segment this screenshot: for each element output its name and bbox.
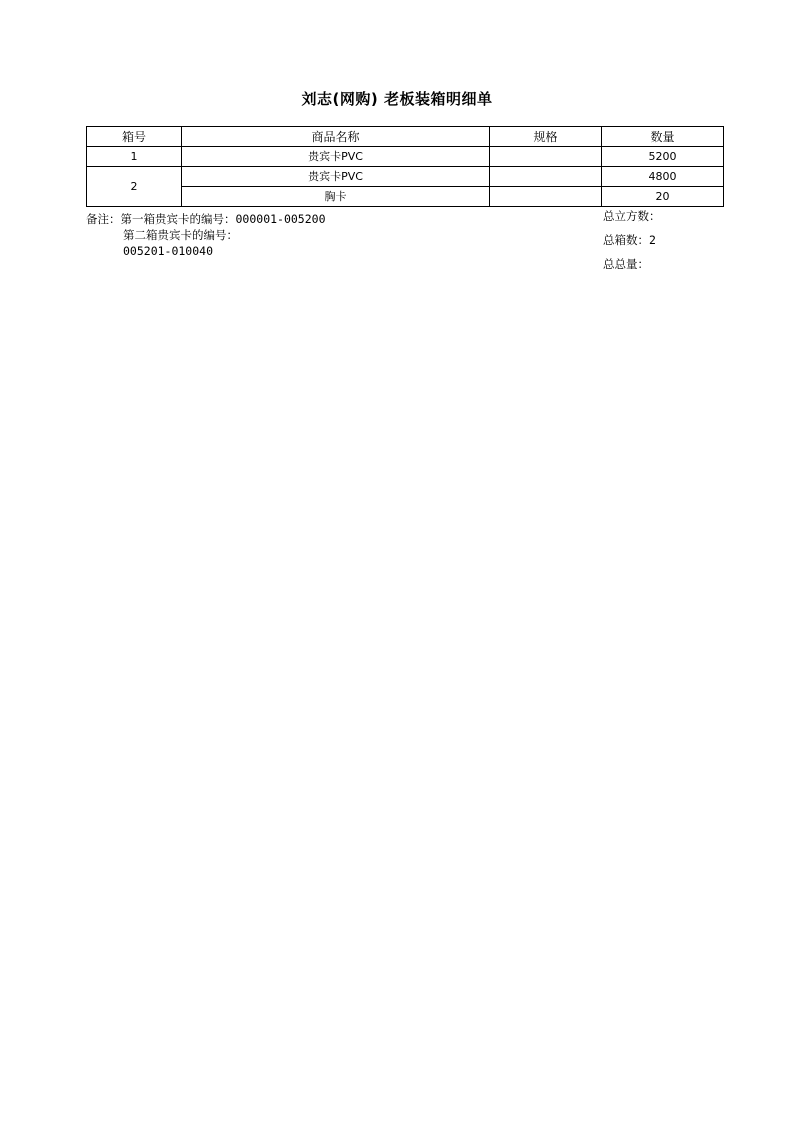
total-volume-label: 总立方数： [603, 209, 661, 223]
total-weight-label: 总总量： [603, 257, 649, 271]
packing-list-table [86, 126, 724, 207]
total-boxes-value: 2 [649, 233, 656, 247]
cell-box-no: 2 [87, 167, 182, 207]
header-spec: 规格 [490, 127, 602, 147]
table-row [87, 147, 724, 167]
cell-spec [490, 147, 602, 167]
cell-spec [490, 187, 602, 207]
total-boxes-label: 总箱数： [603, 233, 649, 247]
remarks-line1-text: 第一箱贵宾卡的编号： [120, 212, 236, 226]
remarks-line-1 [86, 211, 326, 227]
total-weight [603, 256, 661, 280]
cell-quantity: 4800 [602, 167, 724, 187]
cell-box-no: 1 [87, 147, 182, 167]
total-boxes [603, 232, 661, 256]
remarks-line1-code: 000001-005200 [235, 212, 326, 226]
header-box-no: 箱号 [87, 127, 182, 147]
remarks-label: 备注： [86, 212, 121, 226]
remarks-line-2 [86, 227, 326, 243]
remarks-line-3 [86, 243, 326, 259]
page-title: 刘志(网购) 老板装箱明细单 [301, 90, 493, 108]
cell-product-name: 胸卡 [182, 187, 490, 207]
table-header-row [87, 127, 724, 147]
cell-quantity: 20 [602, 187, 724, 207]
cell-quantity: 5200 [602, 147, 724, 167]
remarks-line2-text: 第二箱贵宾卡的编号： [123, 228, 238, 242]
cell-spec [490, 167, 602, 187]
header-quantity: 数量 [602, 127, 724, 147]
table-row [87, 167, 724, 187]
totals-block [603, 208, 661, 280]
header-product-name: 商品名称 [182, 127, 490, 147]
table-row [87, 187, 724, 207]
cell-product-name: 贵宾卡PVC [182, 147, 490, 167]
remarks-block [86, 211, 326, 259]
remarks-line3-code: 005201-010040 [123, 244, 214, 258]
cell-product-name: 贵宾卡PVC [182, 167, 490, 187]
total-volume [603, 208, 661, 232]
